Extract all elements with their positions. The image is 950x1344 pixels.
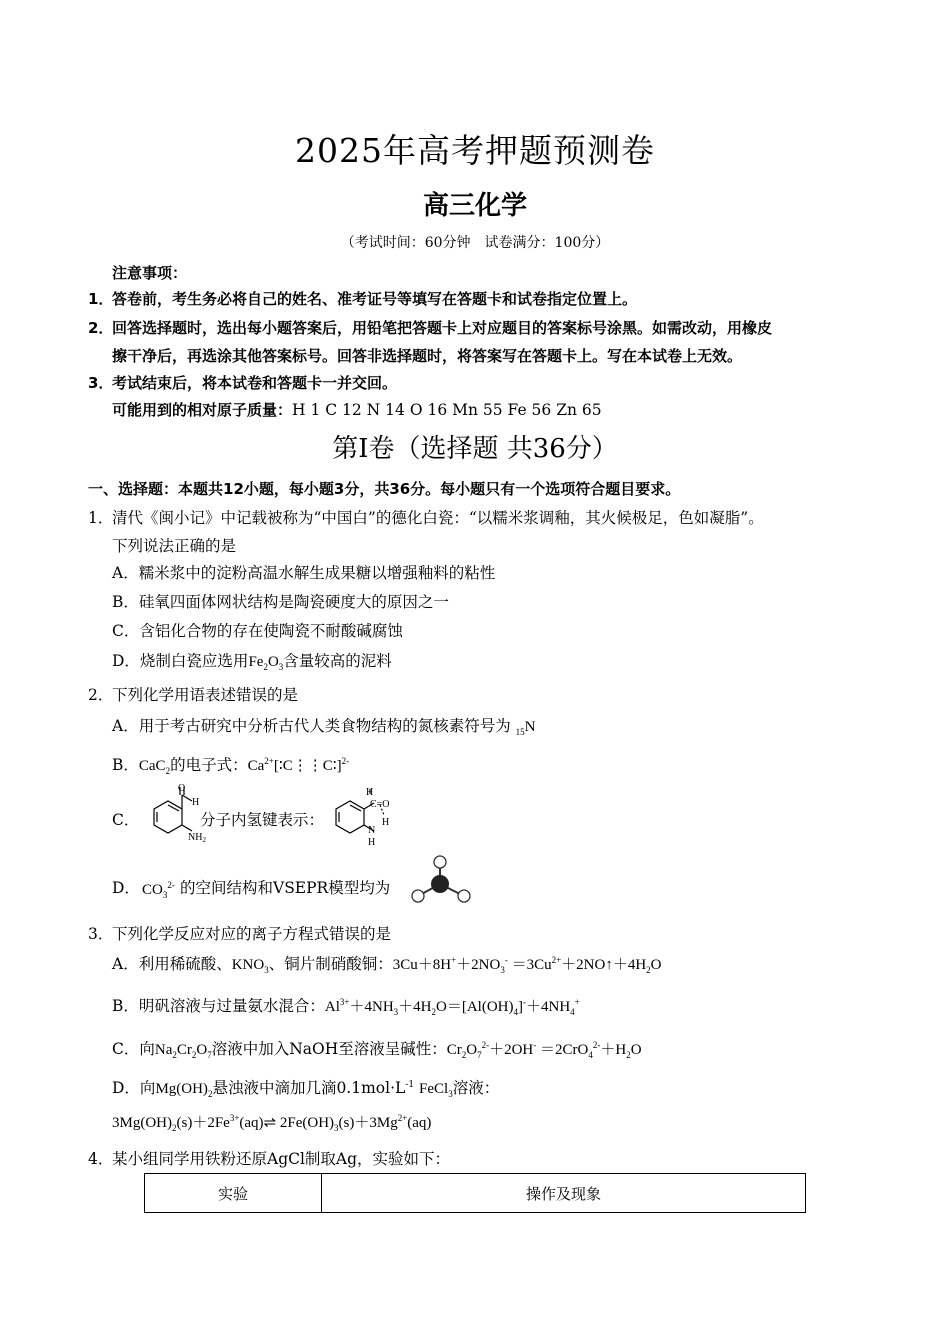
svg-text:O: O (178, 783, 186, 794)
svg-text:H: H (192, 797, 200, 808)
page-subtitle: 高三化学 (422, 191, 527, 221)
formula-fecl3: FeCl$_3$ (419, 1081, 453, 1099)
q1-option-d: D．烧制白瓷应选用$Fe_2O_3$含量较高的泥料 (112, 652, 392, 672)
q2-stem: 2．下列化学用语表述错误的是 (88, 686, 299, 704)
q1-option-c: C．含铝化合物的存在使陶瓷不耐酸碱腐蚀 (112, 622, 403, 640)
table-header-operation: 操作及现象 (525, 1184, 601, 1203)
formula-na2cr2o7: $Na_2Cr_2O_7$ (154, 1042, 212, 1060)
formula-fe2o3: $Fe_2O_3$ (248, 654, 284, 672)
q3-option-a: A．利用稀硫酸、$KNO_3$、铜片制硝酸铜：$3Cu+8H^++2NO_3^-$ $=3Cu^{2+}+2NO↑+4H_2O$ (112, 955, 662, 975)
q3-option-c: C．向$Na_2Cr_2O_7$溶液中加入NaOH至溶液呈碱性：$Cr_2O_7^{2-}+2OH^- =2CrO_4^{2-}+H_2O$ (112, 1040, 642, 1060)
equation-d: $3Mg(OH)_2(s)+2Fe^{3+}(aq)\rightleftharpoons$ $2Fe(OH)_3(s)+3Mg^{2+}(aq)$ (112, 1113, 432, 1133)
q2-option-c-label: C． (112, 811, 140, 829)
q3-option-d: D．向$Mg(OH)_2$悬浊液中滴加几滴$0.1mol\cdot L^{-1}$ FeCl$_3$溶液： (112, 1079, 500, 1099)
equation-c: $Cr_2O_7^{2-}+2OH^- =2CrO_4^{2-}+H_2O$ (446, 1040, 642, 1060)
q1-stem: 1．清代《闽小记》中记载被称为“中国白”的德化白瓷：“以糯米浆调釉，其火候极足，色如凝脂”。 (88, 509, 764, 527)
aminobenzaldehyde-structure-icon (134, 781, 204, 847)
q1-stem-cont: 下列说法正确的是 (112, 537, 237, 555)
q3-option-b: B．明矾溶液与过量氨水混合：$Al^{3+}+4NH_3+4H_2O=[Al(OH)_4]^-+4NH_4^+$ (112, 997, 580, 1017)
atomic-mass-line: 可能用到的相对原子质量：H 1 C 12 N 14 O 16 Mn 55 Fe 56 Zn 65 (112, 401, 602, 419)
exam-info: （考试时间：60分钟 试卷满分：100分） (340, 235, 610, 251)
svg-text:H: H (368, 837, 376, 848)
svg-text:NH2: $NH_2$ (188, 832, 206, 844)
q4-stem: 4．某小组同学用铁粉还原AgCl制取Ag，实验如下： (88, 1150, 451, 1168)
nitrogen-nuclide: $_{15}$N (515, 719, 536, 737)
q2-option-a: A．用于考古研究中分析古代人类食物结构的氮核素符号为 $_{15}$N (112, 717, 536, 737)
q2-option-d-text: 的空间结构和VSEPR模型均为 (180, 879, 391, 897)
formula-kno3: $KNO_3$ (231, 957, 269, 975)
note-1: 1．答卷前，考生务必将自己的姓名、准考证号等填写在答题卡和试卷指定位置上。 (88, 290, 638, 308)
q3-stem: 3．下列化学反应对应的离子方程式错误的是 (88, 925, 392, 943)
formula-cac2: CaC$_2$ (138, 758, 171, 776)
part-heading: 一、选择题：本题共12小题，每小题3分，共36分。每小题只有一个选项符合题目要求。 (88, 480, 681, 498)
section-title: 第Ⅰ卷（选择题 共36分） (332, 434, 618, 464)
q2-option-c-text: 分子内氢键表示： (200, 811, 325, 829)
trigonal-planar-model-icon (408, 854, 476, 908)
experiment-table (144, 1173, 806, 1213)
q2-option-b: B．CaC$_2$的电子式：$Ca^{2+}[∶C⋮⋮C∶]^{2-}$ (112, 756, 350, 776)
formula-mgoh2: $Mg(OH)_2$ (155, 1081, 213, 1099)
note-2: 2．回答选择题时，选出每小题答案后，用铅笔把答题卡上对应题目的答案标号涂黑。如需改动，用橡皮 (88, 319, 773, 337)
note-3: 3．考试结束后，将本试卷和答题卡一并交回。 (88, 374, 398, 392)
svg-text:N: N (368, 825, 376, 836)
svg-text:H: H (366, 787, 374, 798)
svg-text:H: H (382, 817, 390, 828)
q2-option-d (142, 880, 175, 900)
table-header-experiment: 实验 (145, 1174, 322, 1212)
equation-a: $3Cu+8H^++2NO_3^-$ $=3Cu^{2+}+2NO↑+4H_2O$ (392, 955, 662, 975)
electron-formula: $Ca^{2+}[∶C⋮⋮C∶]^{2-}$ (247, 756, 350, 774)
svg-text:C=O: C=O (370, 799, 390, 810)
carbonate-formula: $CO_3^{2-}$ (142, 880, 175, 900)
q2-option-d-label: D． (112, 879, 140, 897)
q1-option-b: B．硅氧四面体网状结构是陶瓷硬度大的原因之一 (112, 593, 449, 611)
q1-option-a: A．糯米浆中的淀粉高温水解生成果糖以增强釉料的粘性 (112, 564, 496, 582)
hydrogen-bond-structure-icon (330, 785, 400, 847)
note-2-cont: 擦干净后，再选涂其他答案标号。回答非选择题时，将答案写在答题卡上。写在本试卷上无效。 (112, 347, 743, 365)
notes-heading: 注意事项： (112, 264, 188, 282)
page-title: 2025年高考押题预测卷 (295, 131, 655, 170)
equation-b: $Al^{3+}+4NH_3+4H_2O=[Al(OH)_4]^-+4NH_4^+$ (324, 997, 580, 1017)
